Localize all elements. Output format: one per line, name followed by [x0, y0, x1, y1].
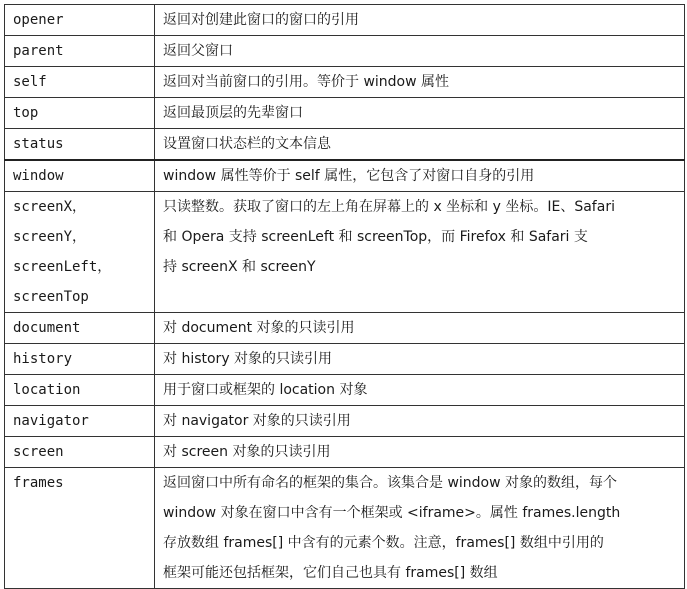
property-description: 对 navigator 对象的只读引用 — [155, 406, 685, 437]
property-name: screen — [5, 437, 155, 468]
table-row — [5, 406, 685, 437]
property-name: opener — [5, 5, 155, 36]
property-description: 用于窗口或框架的 location 对象 — [155, 375, 685, 406]
window-properties-table — [4, 4, 685, 589]
property-name: self — [5, 67, 155, 98]
property-description: 对 document 对象的只读引用 — [155, 313, 685, 344]
property-name: navigator — [5, 406, 155, 437]
table-row — [5, 344, 685, 375]
property-description: 返回父窗口 — [155, 36, 685, 67]
table-row — [5, 36, 685, 67]
table-row — [5, 313, 685, 344]
property-description: 只读整数。获取了窗口的左上角在屏幕上的 x 坐标和 y 坐标。IE、Safari 和 Opera 支持 screenLeft 和 screenTop，而 Firefox 和 Safari 支 持 screenX 和 screenY — [155, 192, 685, 313]
property-description: 返回对创建此窗口的窗口的引用 — [155, 5, 685, 36]
table-row — [5, 437, 685, 468]
property-description: 设置窗口状态栏的文本信息 — [155, 129, 685, 161]
property-name: top — [5, 98, 155, 129]
property-name: document — [5, 313, 155, 344]
table-row — [5, 129, 685, 161]
property-name: screenX， screenY， screenLeft， screenTop — [5, 192, 155, 313]
property-name: parent — [5, 36, 155, 67]
table-row — [5, 98, 685, 129]
table-row — [5, 375, 685, 406]
property-description: 对 screen 对象的只读引用 — [155, 437, 685, 468]
property-name: history — [5, 344, 155, 375]
table-row — [5, 192, 685, 313]
property-description: 返回对当前窗口的引用。等价于 window 属性 — [155, 67, 685, 98]
property-description: 对 history 对象的只读引用 — [155, 344, 685, 375]
table-row — [5, 468, 685, 589]
table-row — [5, 67, 685, 98]
property-name: window — [5, 160, 155, 192]
table-row — [5, 160, 685, 192]
table-row — [5, 5, 685, 36]
property-description: window 属性等价于 self 属性，它包含了对窗口自身的引用 — [155, 160, 685, 192]
property-name: status — [5, 129, 155, 161]
property-name: frames — [5, 468, 155, 589]
property-name: location — [5, 375, 155, 406]
property-description: 返回最顶层的先辈窗口 — [155, 98, 685, 129]
property-description: 返回窗口中所有命名的框架的集合。该集合是 window 对象的数组，每个 window 对象在窗口中含有一个框架或 <iframe>。属性 frames.length 存放数组 frames[] 中含有的元素个数。注意，frames[] 数组中引用的 框架可能还包括框架，它们自己也具有 frames[] 数组 — [155, 468, 685, 589]
